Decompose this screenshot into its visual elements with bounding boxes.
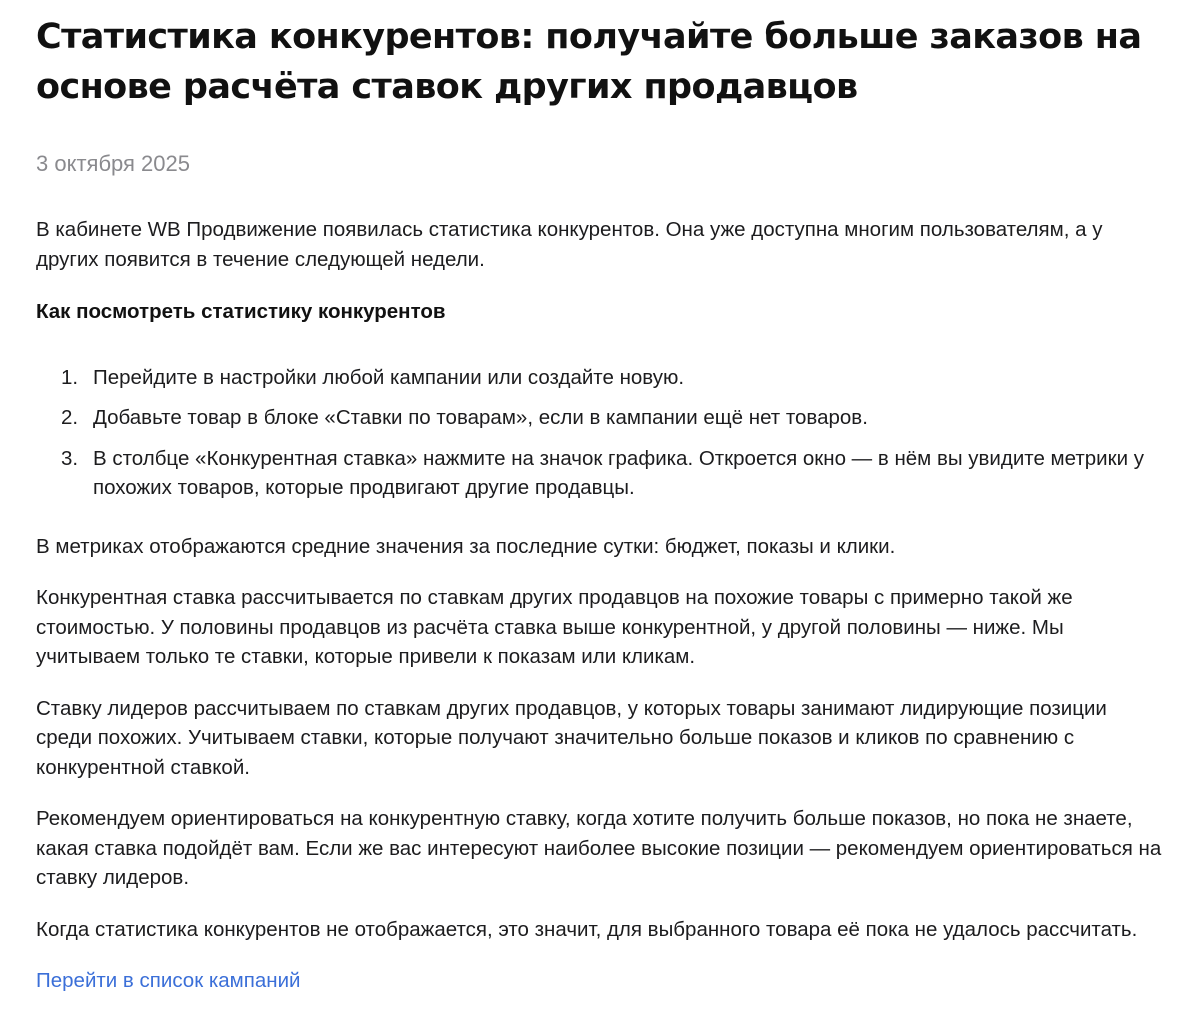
steps-list	[36, 363, 1164, 503]
how-to-heading: Как посмотреть статистику конкурентов	[36, 300, 446, 323]
step-item	[36, 363, 1164, 393]
publication-date: 3 октября 2025	[36, 151, 190, 176]
article-title: Статистика конкурентов: получайте больше заказов на основе расчёта ставок других продавцов	[36, 17, 1142, 107]
recommendation-paragraph: Рекомендуем ориентироваться на конкурентную ставку, когда хотите получить больше показов, но пока не знаете, какая ставка подойдёт вам. Если же вас интересуют наиболее высокие позиции — рекомендуем ориентироваться на ставку лидеров.	[36, 807, 1162, 889]
competitive-bid-paragraph: Конкурентная ставка рассчитывается по ставкам других продавцов на похожие товары с примерно такой же стоимостью. У половины продавцов из расчёта ставка выше конкурентной, у другой половины — ниже. Мы учитываем только те ставки, которые привели к показам или кликам.	[36, 586, 1073, 668]
step-item	[36, 403, 1164, 433]
metrics-paragraph: В метриках отображаются средние значения за последние сутки: бюджет, показы и клики.	[36, 534, 896, 558]
leaders-bid-paragraph: Ставку лидеров рассчитываем по ставкам других продавцов, у которых товары занимают лидирующие позиции среди похожих. Учитываем ставки, которые получают значительно больше показов и кликов по сравнению с конкурентной ставкой.	[36, 696, 1107, 779]
step-text: Добавьте товар в блоке «Ставки по товарам», если в кампании ещё нет товаров.	[93, 406, 868, 429]
step-number: 2.	[61, 406, 79, 429]
not-shown-paragraph: Когда статистика конкурентов не отображается, это значит, для выбранного товара её пока не удалось рассчитать.	[36, 917, 1138, 941]
step-item	[36, 444, 1164, 503]
step-number: 1.	[61, 365, 79, 389]
intro-paragraph: В кабинете WB Продвижение появилась статистика конкурентов. Она уже доступна многим пользователям, а у других появится в течение следующей недели.	[36, 218, 1103, 271]
step-text: В столбце «Конкурентная ставка» нажмите на значок графика. Откроется окно — в нём вы увидите метрики у похожих товаров, которые продвигают другие продавцы.	[93, 446, 1144, 499]
step-number: 3.	[61, 446, 79, 470]
step-text: Перейдите в настройки любой кампании или создайте новую.	[93, 365, 685, 389]
campaigns-list-link[interactable]: Перейти в список кампаний	[36, 969, 301, 992]
